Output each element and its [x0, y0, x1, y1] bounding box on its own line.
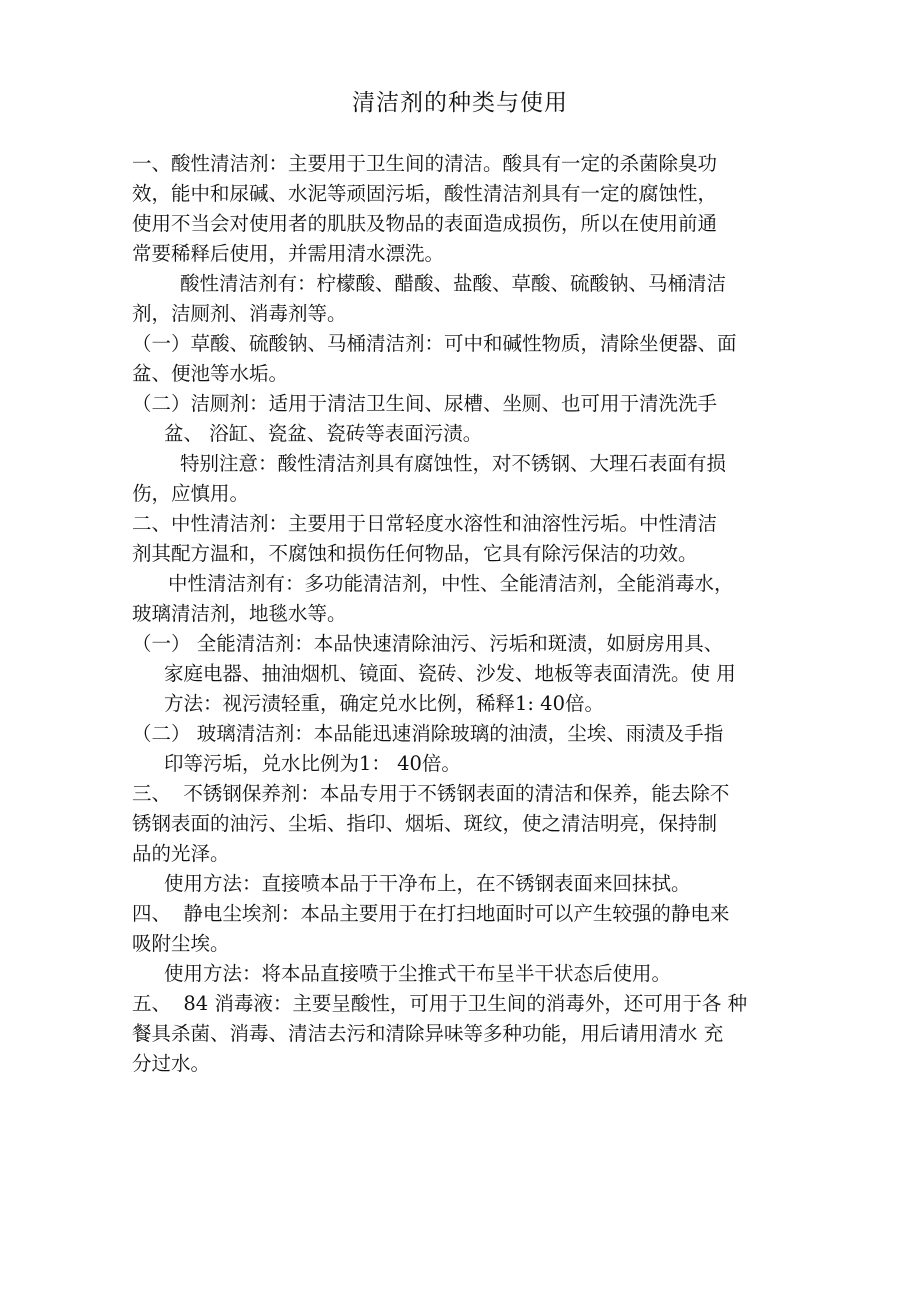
text-line: （一）草酸、硫酸钠、马桶清洁剂：可中和碱性物质，清除坐便器、面: [132, 332, 737, 355]
text-line: 吸附尘埃。: [132, 932, 230, 955]
text-line: 使用方法：将本品直接喷于尘推式干布呈半干状态后使用。: [164, 962, 672, 985]
text-line: 二、中性清洁剂：主要用于日常轻度水溶性和油溶性污垢。中性清洁: [132, 512, 718, 535]
text-line: 特别注意：酸性清洁剂具有腐蚀性，对不锈钢、大理石表面有损: [180, 452, 727, 475]
text-line: 家庭电器、抽油烟机、镜面、瓷砖、沙发、地板等表面清洗。使 用: [164, 662, 736, 685]
text-line: 使用方法：直接喷本品于干净布上，在不锈钢表面来回抹拭。: [164, 872, 691, 895]
text-line: 五、 84 消毒液：主要呈酸性，可用于卫生间的消毒外，还可用于各 种: [132, 992, 748, 1015]
text-line: （二）洁厕剂：适用于清洁卫生间、尿槽、坐厕、也可用于清洗洗手: [132, 392, 718, 415]
text-line: 常要稀释后使用，并需用清水漂洗。: [132, 242, 445, 265]
text-line: 使用不当会对使用者的肌肤及物品的表面造成损伤，所以在使用前通: [132, 212, 718, 235]
text-line: 剂其配方温和，不腐蚀和损伤任何物品，它具有除污保洁的功效。: [132, 542, 698, 565]
text-line: 剂，洁厕剂、消毒剂等。: [132, 302, 347, 325]
text-line: 伤，应慎用。: [132, 482, 250, 505]
text-line: 餐具杀菌、消毒、清洁去污和清除异味等多种功能，用后请用清水 充: [132, 1022, 724, 1045]
document-body: [132, 149, 812, 1079]
text-line: 盆、 浴缸、瓷盆、瓷砖等表面污渍。: [164, 422, 483, 445]
text-line: 酸性清洁剂有：柠檬酸、醋酸、盐酸、草酸、硫酸钠、马桶清洁: [180, 272, 727, 295]
text-line: 中性清洁剂有：多功能清洁剂，中性、全能清洁剂，全能消毒水，: [168, 572, 734, 595]
text-line: （二） 玻璃清洁剂：本品能迅速消除玻璃的油渍，尘埃、雨渍及手指: [132, 722, 724, 745]
text-line: 玻璃清洁剂，地毯水等。: [132, 602, 347, 625]
text-line: （一） 全能清洁剂：本品快速清除油污、污垢和斑渍，如厨房用具、: [132, 632, 724, 655]
text-line: 三、 不锈钢保养剂：本品专用于不锈钢表面的清洁和保养，能去除不: [132, 782, 730, 805]
text-line: 分过水。: [132, 1052, 211, 1075]
text-line: 品的光泽。: [132, 842, 230, 865]
text-line: 锈钢表面的油污、尘垢、指印、烟垢、斑纹，使之清洁明亮，保持制: [132, 812, 718, 835]
text-line: 盆、便池等水垢。: [132, 362, 289, 385]
text-line: 效，能中和尿碱、水泥等顽固污垢，酸性清洁剂具有一定的腐蚀性，: [132, 182, 718, 205]
document-title: 清洁剂的种类与使用: [352, 90, 568, 116]
text-line: 四、 静电尘埃剂：本品主要用于在打扫地面时可以产生较强的静电来: [132, 902, 730, 925]
text-line: 印等污垢，兑水比例为1： 40倍。: [164, 752, 461, 775]
text-line: 方法：视污渍轻重，确定兑水比例，稀释1: 40倍。: [164, 692, 604, 715]
text-line: 一、酸性清洁剂：主要用于卫生间的清洁。酸具有一定的杀菌除臭功: [132, 152, 718, 175]
